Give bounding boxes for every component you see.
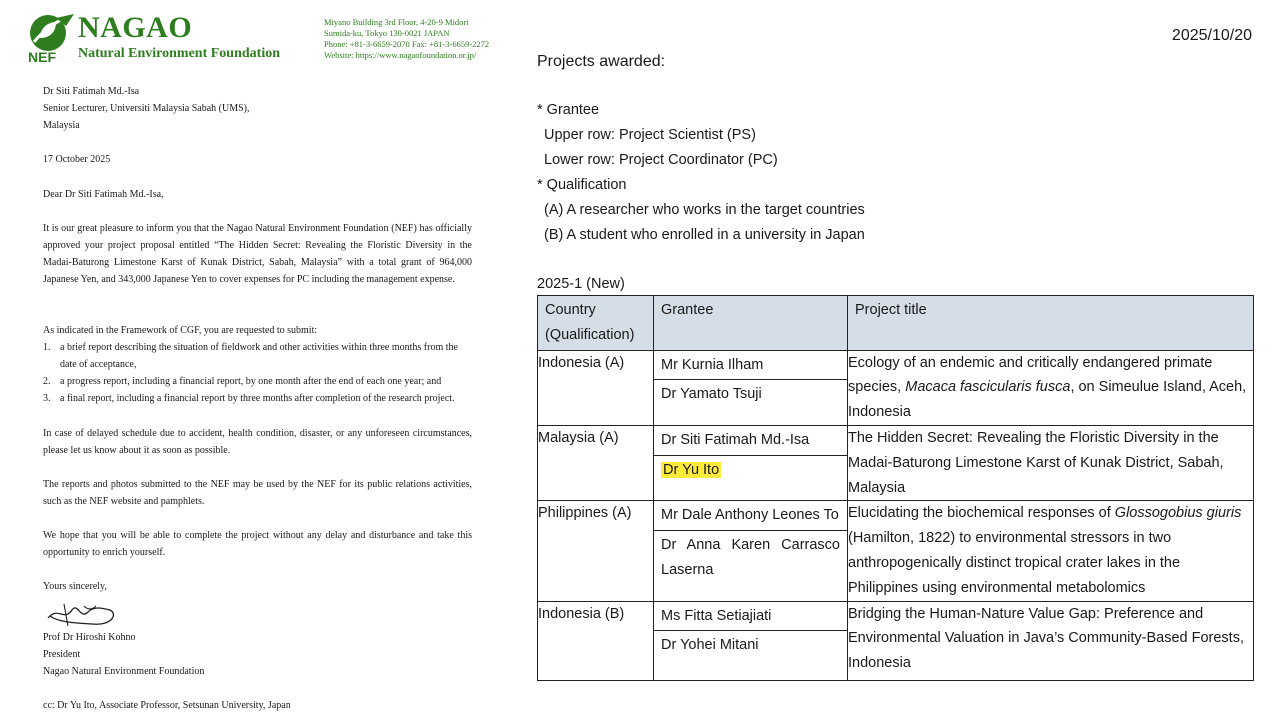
award-letter: [0, 0, 520, 720]
grantee-pc: Dr Yohei Mitani: [661, 637, 759, 654]
address-line: Sumida-ku, Tokyo 130-0021 JAPAN: [324, 28, 450, 38]
photos-paragraph: The reports and photos submitted to the NEF may be used by the NEF for its public relations activities, such as the NEF website and pamphlets.: [43, 479, 472, 507]
signer-name: Prof Dr Hiroshi Kohno: [43, 632, 136, 643]
country-cell: Malaysia (A): [538, 425, 654, 500]
country-cell: Philippines (A): [538, 501, 654, 601]
grantee-ps: Dr Siti Fatimah Md.-Isa: [654, 426, 847, 456]
project-title-cell: Bridging the Human-Nature Value Gap: Preference and Environmental Valuation in Java’s Community-Based Forests, Indonesia: [848, 601, 1254, 680]
projects-table: [537, 295, 1254, 681]
table-row: [538, 350, 1254, 425]
cc-line: cc: Dr Yu Ito, Associate Professor, Setsunan University, Japan: [43, 700, 291, 711]
approval-paragraph: It is our great pleasure to inform you that the Nagao Natural Environment Foundation (NEF) has officially approved your project proposal entitled “The Hidden Secret: Revealing the Floristic Diversity in the Madai-Baturong Limestone Karst of Kunak District, Sabah, Malaysia” with a total grant of 964,000 Japanese Yen, and 343,000 Japanese Yen to cover expenses for PC including the management expense.: [43, 223, 472, 285]
awards-date: 2025/10/20: [1171, 27, 1252, 44]
note-qualification-b: (B) A student who enrolled in a university in Japan: [544, 227, 865, 243]
address-line: Miyano Building 3rd Floor, 4-20-9 Midori: [324, 17, 469, 27]
org-subtitle: Natural Environment Foundation: [78, 46, 280, 61]
grantee-cell: [654, 350, 848, 425]
grantee-cell: [654, 601, 848, 680]
letter-date: 17 October 2025: [43, 154, 111, 165]
note-qualification: * Qualification: [537, 177, 627, 193]
signature-icon: [44, 596, 120, 630]
grantee-pc: Dr Yamato Tsuji: [661, 386, 762, 403]
list-item: 2. a progress report, including a financial report, by one month after the end of each one year; and: [43, 376, 442, 387]
table-header-row: [538, 296, 1254, 351]
grantee-ps: Ms Fitta Setiajiati: [654, 602, 847, 632]
awards-heading: Projects awarded:: [537, 53, 666, 70]
delay-paragraph: In case of delayed schedule due to accident, health condition, disaster, or any unforeseen circumstances, please let us know about it as soon as possible.: [43, 428, 472, 456]
column-header: Project title: [848, 296, 1254, 351]
nef-logo-icon: [26, 12, 82, 64]
address-line: Phone: +81-3-6659-2070 Fax: +81-3-6659-2272: [324, 39, 490, 49]
highlighted-grantee: Dr Yu Ito: [663, 461, 720, 478]
note-grantee: * Grantee: [537, 102, 600, 118]
grantee-cell: [654, 501, 848, 601]
grantee-cell: [654, 425, 848, 500]
section-label: 2025-1 (New): [537, 276, 625, 292]
list-item: 3. a final report, including a financial report by three months after completion of the research project.: [43, 393, 455, 404]
table-row: [538, 601, 1254, 680]
list-item: 1. a brief report describing the situation of fieldwork and other activities within three months from the date of acceptance,: [43, 342, 458, 370]
table-row: [538, 501, 1254, 601]
column-header: Grantee: [654, 296, 848, 351]
org-address: [324, 17, 489, 61]
requirements-intro: As indicated in the Framework of CGF, you are requested to submit:: [43, 325, 318, 336]
grantee-ps: Mr Dale Anthony Leones To: [654, 501, 847, 531]
project-title-cell: The Hidden Secret: Revealing the Floristic Diversity in the Madai-Baturong Limestone Karst of Kunak District, Sabah, Malaysia: [848, 425, 1254, 500]
project-title-cell: Ecology of an endemic and critically endangered primate species, Macaca fascicularis fusca, on Simeulue Island, Aceh, Indonesia: [848, 350, 1254, 425]
note-lower-row: Lower row: Project Coordinator (PC): [544, 152, 778, 168]
recipient-title: Senior Lecturer, Universiti Malaysia Sabah (UMS),: [43, 103, 250, 114]
country-cell: Indonesia (B): [538, 601, 654, 680]
awards-panel: [520, 0, 1280, 720]
column-header: Country (Qualification): [538, 296, 654, 351]
note-upper-row: Upper row: Project Scientist (PS): [544, 127, 756, 143]
salutation: Dear Dr Siti Fatimah Md.-Isa,: [43, 189, 164, 200]
signer-title: President: [43, 649, 81, 660]
wishes-paragraph: We hope that you will be able to complete the project without any delay and disturbance and take this opportunity to enrich yourself.: [43, 530, 472, 558]
signer-org: Nagao Natural Environment Foundation: [43, 666, 205, 677]
grantee-pc: [654, 456, 847, 485]
grantee-ps: Mr Kurnia Ilham: [654, 351, 847, 381]
closing: Yours sincerely,: [43, 581, 107, 592]
project-title-cell: Elucidating the biochemical responses of Glossogobius giuris (Hamilton, 1822) to environmental stressors in two anthropogenically distinct tropical crater lakes in the Philippines using environmental metabolomics: [848, 501, 1254, 601]
grantee-pc: Dr Anna Karen Carrasco Laserna: [661, 537, 840, 578]
website-line[interactable]: Website: https://www.nagaofoundation.or.jp/: [324, 50, 477, 60]
recipient-name: Dr Siti Fatimah Md.-Isa: [43, 86, 140, 97]
country-cell: Indonesia (A): [538, 350, 654, 425]
table-row: [538, 425, 1254, 500]
recipient-country: Malaysia: [43, 120, 80, 131]
requirements-list: [43, 339, 472, 407]
org-name: NAGAO: [78, 11, 193, 44]
note-qualification-a: (A) A researcher who works in the target countries: [544, 202, 865, 218]
svg-text:NEF: NEF: [28, 49, 56, 64]
